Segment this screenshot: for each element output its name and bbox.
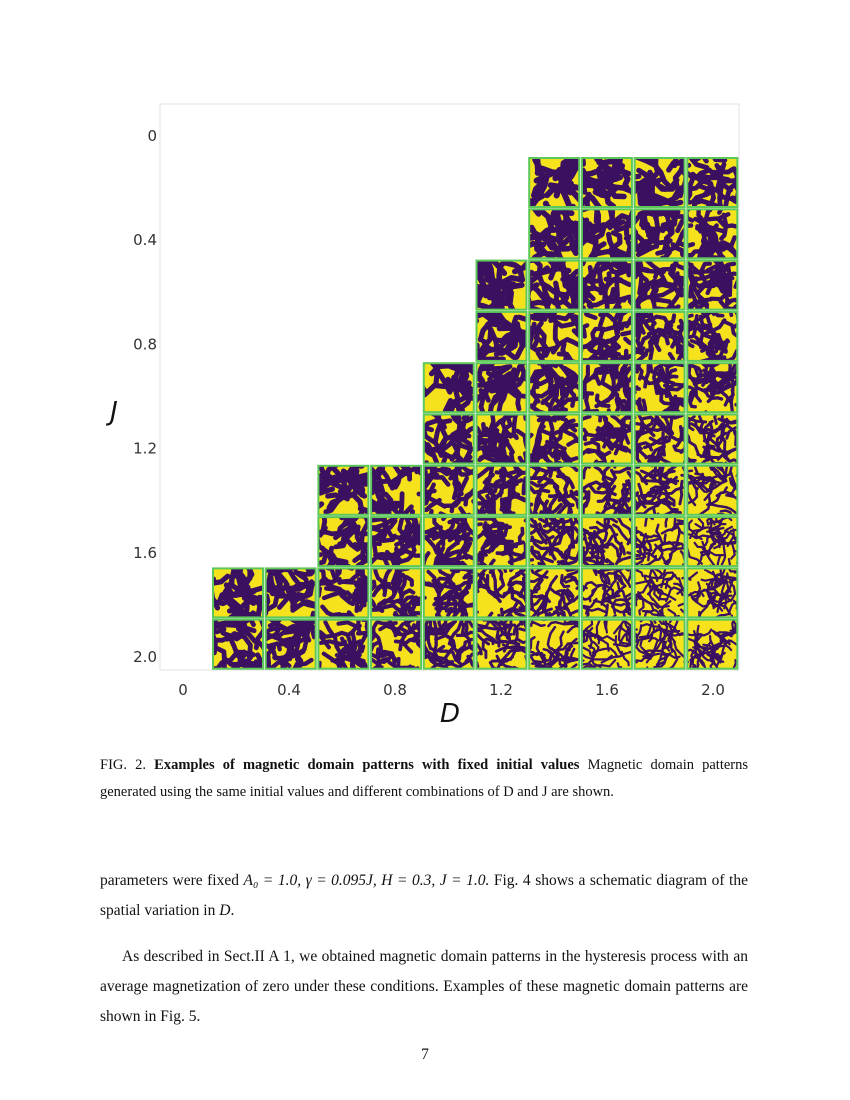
x-tick-label: 1.6 [595, 681, 619, 699]
body-paragraph-2: As described in Sect.II A 1, we obtained magnetic domain patterns in the hysteresis process with an average magnetization of zero under these conditions. Examples of these magnetic domain patterns are shown in Fig. 5. [100, 948, 748, 1025]
figure-caption [100, 752, 748, 806]
p1-text-b: Fig. 4 shows a schematic diagram of the spatial variation in [100, 872, 748, 919]
y-tick-label: 1.6 [133, 543, 157, 562]
p1-text-a: parameters were fixed [100, 872, 244, 889]
p1-variable: D [219, 902, 231, 919]
domain-pattern-cell [675, 250, 754, 322]
p1-equation: A₀ = 1.0, γ = 0.095J, H = 0.3, J = 1.0. [243, 872, 490, 889]
y-tick-label: 1.2 [133, 439, 157, 458]
x-axis-label: D [439, 699, 461, 729]
y-tick-label: 0.4 [133, 231, 157, 250]
y-tick-label: 0 [147, 127, 157, 145]
caption-label: FIG. 2. [100, 757, 147, 773]
domain-pattern-cell [456, 240, 538, 321]
y-tick-label: 2.0 [133, 648, 157, 666]
page-number: 7 [421, 1046, 429, 1063]
body-paragraph-1 [100, 866, 748, 926]
x-tick-label: 1.2 [489, 681, 513, 699]
x-tick-label: 0.4 [277, 681, 301, 699]
p1-text-c: . [230, 902, 235, 919]
y-tick-label: 0.8 [133, 335, 157, 354]
caption-text: Magnetic domain patterns generated using the same initial values and different combinations of D and J are shown. [100, 757, 749, 800]
x-tick-label: 2.0 [701, 681, 725, 699]
x-tick-label: 0.8 [383, 681, 407, 699]
caption-title: Examples of magnetic domain patterns with fixed initial values [154, 757, 580, 773]
x-tick-label: 0 [178, 681, 188, 699]
y-axis-label: J [110, 397, 118, 427]
